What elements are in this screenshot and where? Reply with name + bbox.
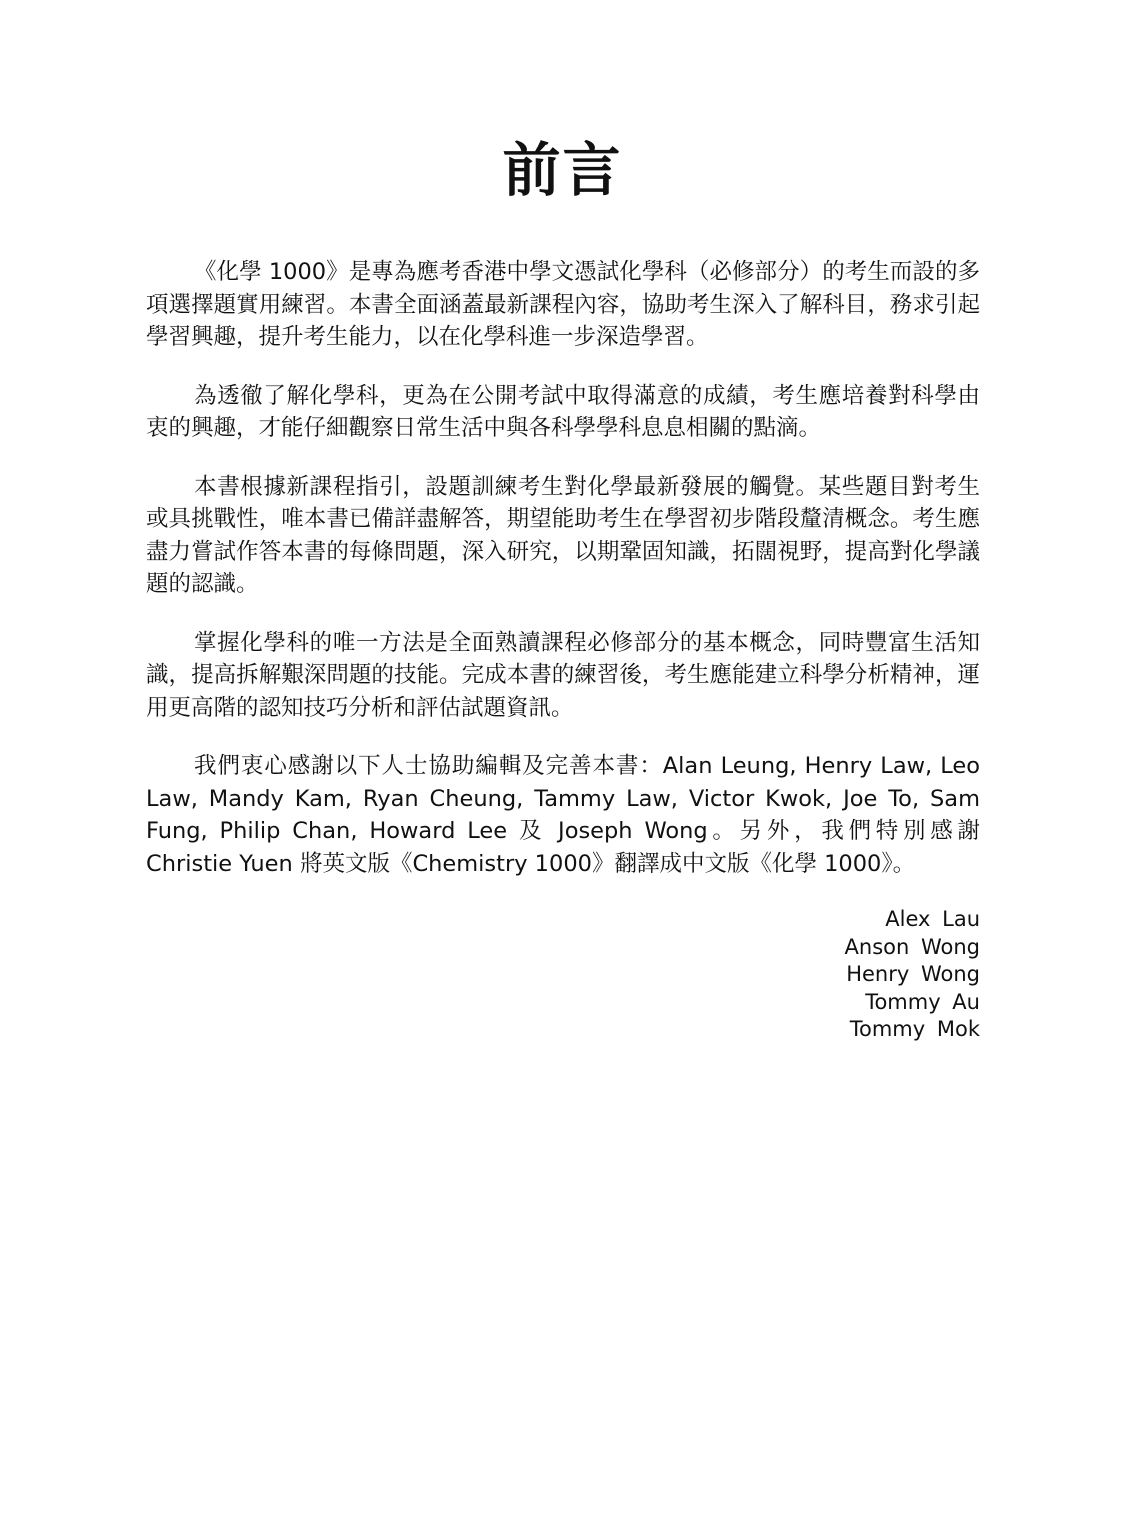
paragraph-interest: 為透徹了解化學科，更為在公開考試中取得滿意的成績，考生應培養對科學由衷的興趣，才能仔細觀察日常生活中與各科學學科息息相關的點滴。 [146, 382, 980, 441]
author-name: Tommy Au [865, 989, 980, 1014]
author-name: Alex Lau [885, 907, 980, 931]
author-signatures [580, 906, 980, 1044]
paragraph-curriculum: 本書根據新課程指引，設題訓練考生對化學最新發展的觸覺。某些題目對考生或具挑戰性，唯本書已備詳盡解答，期望能助考生在學習初步階段釐清概念。考生應盡力嘗試作答本書的每條問題，深入研究，以期鞏固知識，拓闊視野，提高對化學議題的認識。 [146, 473, 980, 597]
author-name: Henry Wong [846, 962, 980, 986]
paragraph-intro: 《化學 1000》是專為應考香港中學文憑試化學科（必修部分）的考生而設的多項選擇題實用練習。本書全面涵蓋最新課程內容，協助考生深入了解科目，務求引起學習興趣，提升考生能力，以在化學科進一步深造學習。 [146, 259, 980, 350]
author-name: Tommy Mok [849, 1017, 980, 1041]
paragraph-method: 掌握化學科的唯一方法是全面熟讀課程必修部分的基本概念，同時豐富生活知識，提高拆解艱深問題的技能。完成本書的練習後，考生應能建立科學分析精神，運用更高階的認知技巧分析和評估試題資訊。 [146, 629, 980, 721]
page-title: 前言 [502, 136, 623, 204]
author-name: Anson Wong [844, 934, 980, 959]
preface-body [146, 256, 980, 906]
paragraph-acknowledgements: 我們衷心感謝以下人士協助編輯及完善本書：Alan Leung, Henry Law, Leo Law, Mandy Kam, Ryan Cheung, Tammy Law, Victor Kwok, Joe To, Sam Fung, Philip Chan, Howard Lee 及 Joseph Wong。另外，我們特別感謝 Christie Yuen 將英文版《Chemistry 1000》翻譯成中文版《化學 1000》。 [146, 753, 980, 877]
